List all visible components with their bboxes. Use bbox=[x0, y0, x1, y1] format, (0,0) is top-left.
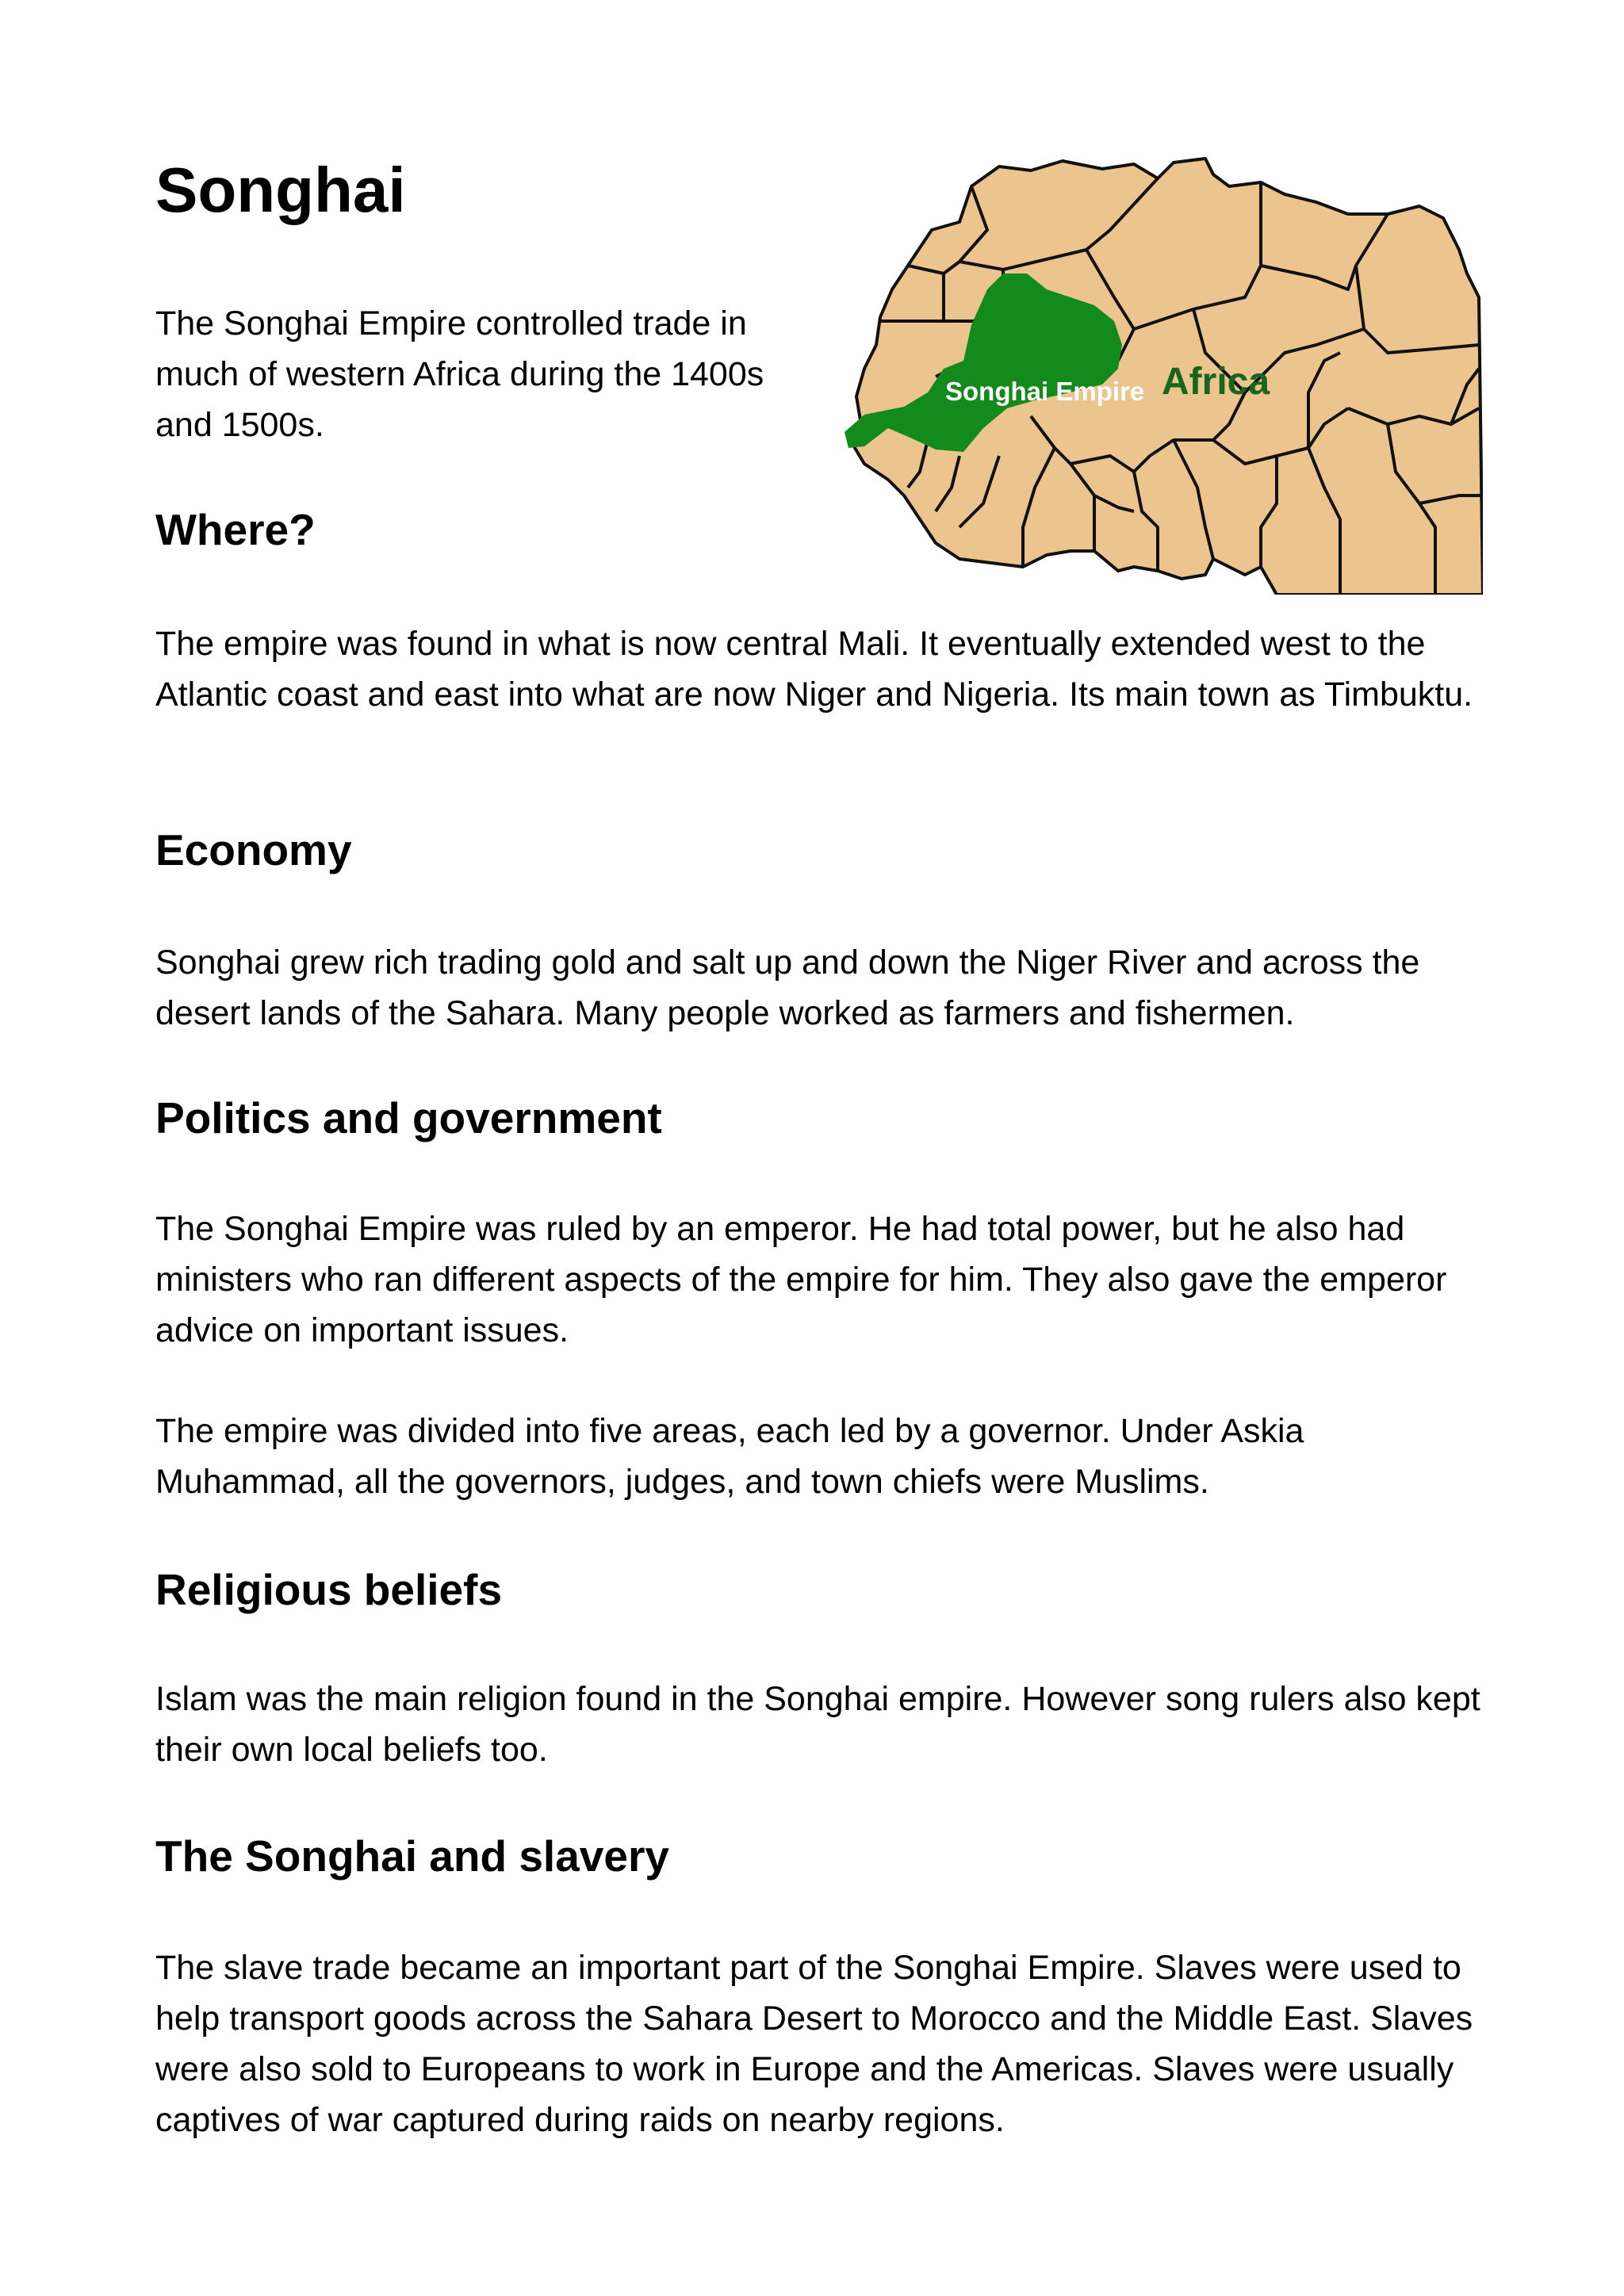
section-paragraph-politics-1: The Songhai Empire was ruled by an emperor. He had total power, but he also had ministers who ran different aspects of the empire for him. They also gave the emperor advice on important issues. bbox=[155, 1210, 1447, 1349]
africa-label: Africa bbox=[1162, 361, 1270, 403]
africa-map-icon bbox=[833, 155, 1483, 595]
section-heading-economy: Economy bbox=[155, 825, 352, 874]
section-paragraph-slavery: The slave trade became an important part of the Songhai Empire. Slaves were used to help transport goods across the Sahara Desert to Morocco and the Middle East. Slaves were also sold to Europeans to work in Europe and the Americas. Slaves were usually captives of war captured during raids on nearby regions. bbox=[155, 1949, 1473, 2139]
section-paragraph-economy: Songhai grew rich trading gold and salt up and down the Niger River and across the desert lands of the Sahara. Many people worked as farmers and fishermen. bbox=[155, 943, 1420, 1032]
section-heading-slavery: The Songhai and slavery bbox=[155, 1831, 669, 1881]
intro-paragraph: The Songhai Empire controlled trade in much of western Africa during the 1400s and 1500s. bbox=[155, 304, 764, 444]
section-paragraph-religion: Islam was the main religion found in the Songhai empire. However song rulers also kept their own local beliefs too. bbox=[155, 1680, 1480, 1769]
section-heading-politics: Politics and government bbox=[155, 1093, 662, 1142]
section-heading-religion: Religious beliefs bbox=[155, 1565, 503, 1614]
section-paragraph-politics-2: The empire was divided into five areas, each led by a governor. Under Askia Muhammad, all the governors, judges, and town chiefs were Muslims. bbox=[155, 1412, 1304, 1501]
page-title: Songhai bbox=[155, 155, 406, 225]
section-paragraph-where: The empire was found in what is now central Mali. It eventually extended west to the Atlantic coast and east into what are now Niger and Nigeria. Its main town as Timbuktu. bbox=[155, 625, 1473, 714]
section-heading-where: Where? bbox=[155, 505, 316, 554]
songhai-empire-label: Songhai Empire bbox=[945, 377, 1145, 406]
africa-map-image bbox=[833, 155, 1483, 595]
